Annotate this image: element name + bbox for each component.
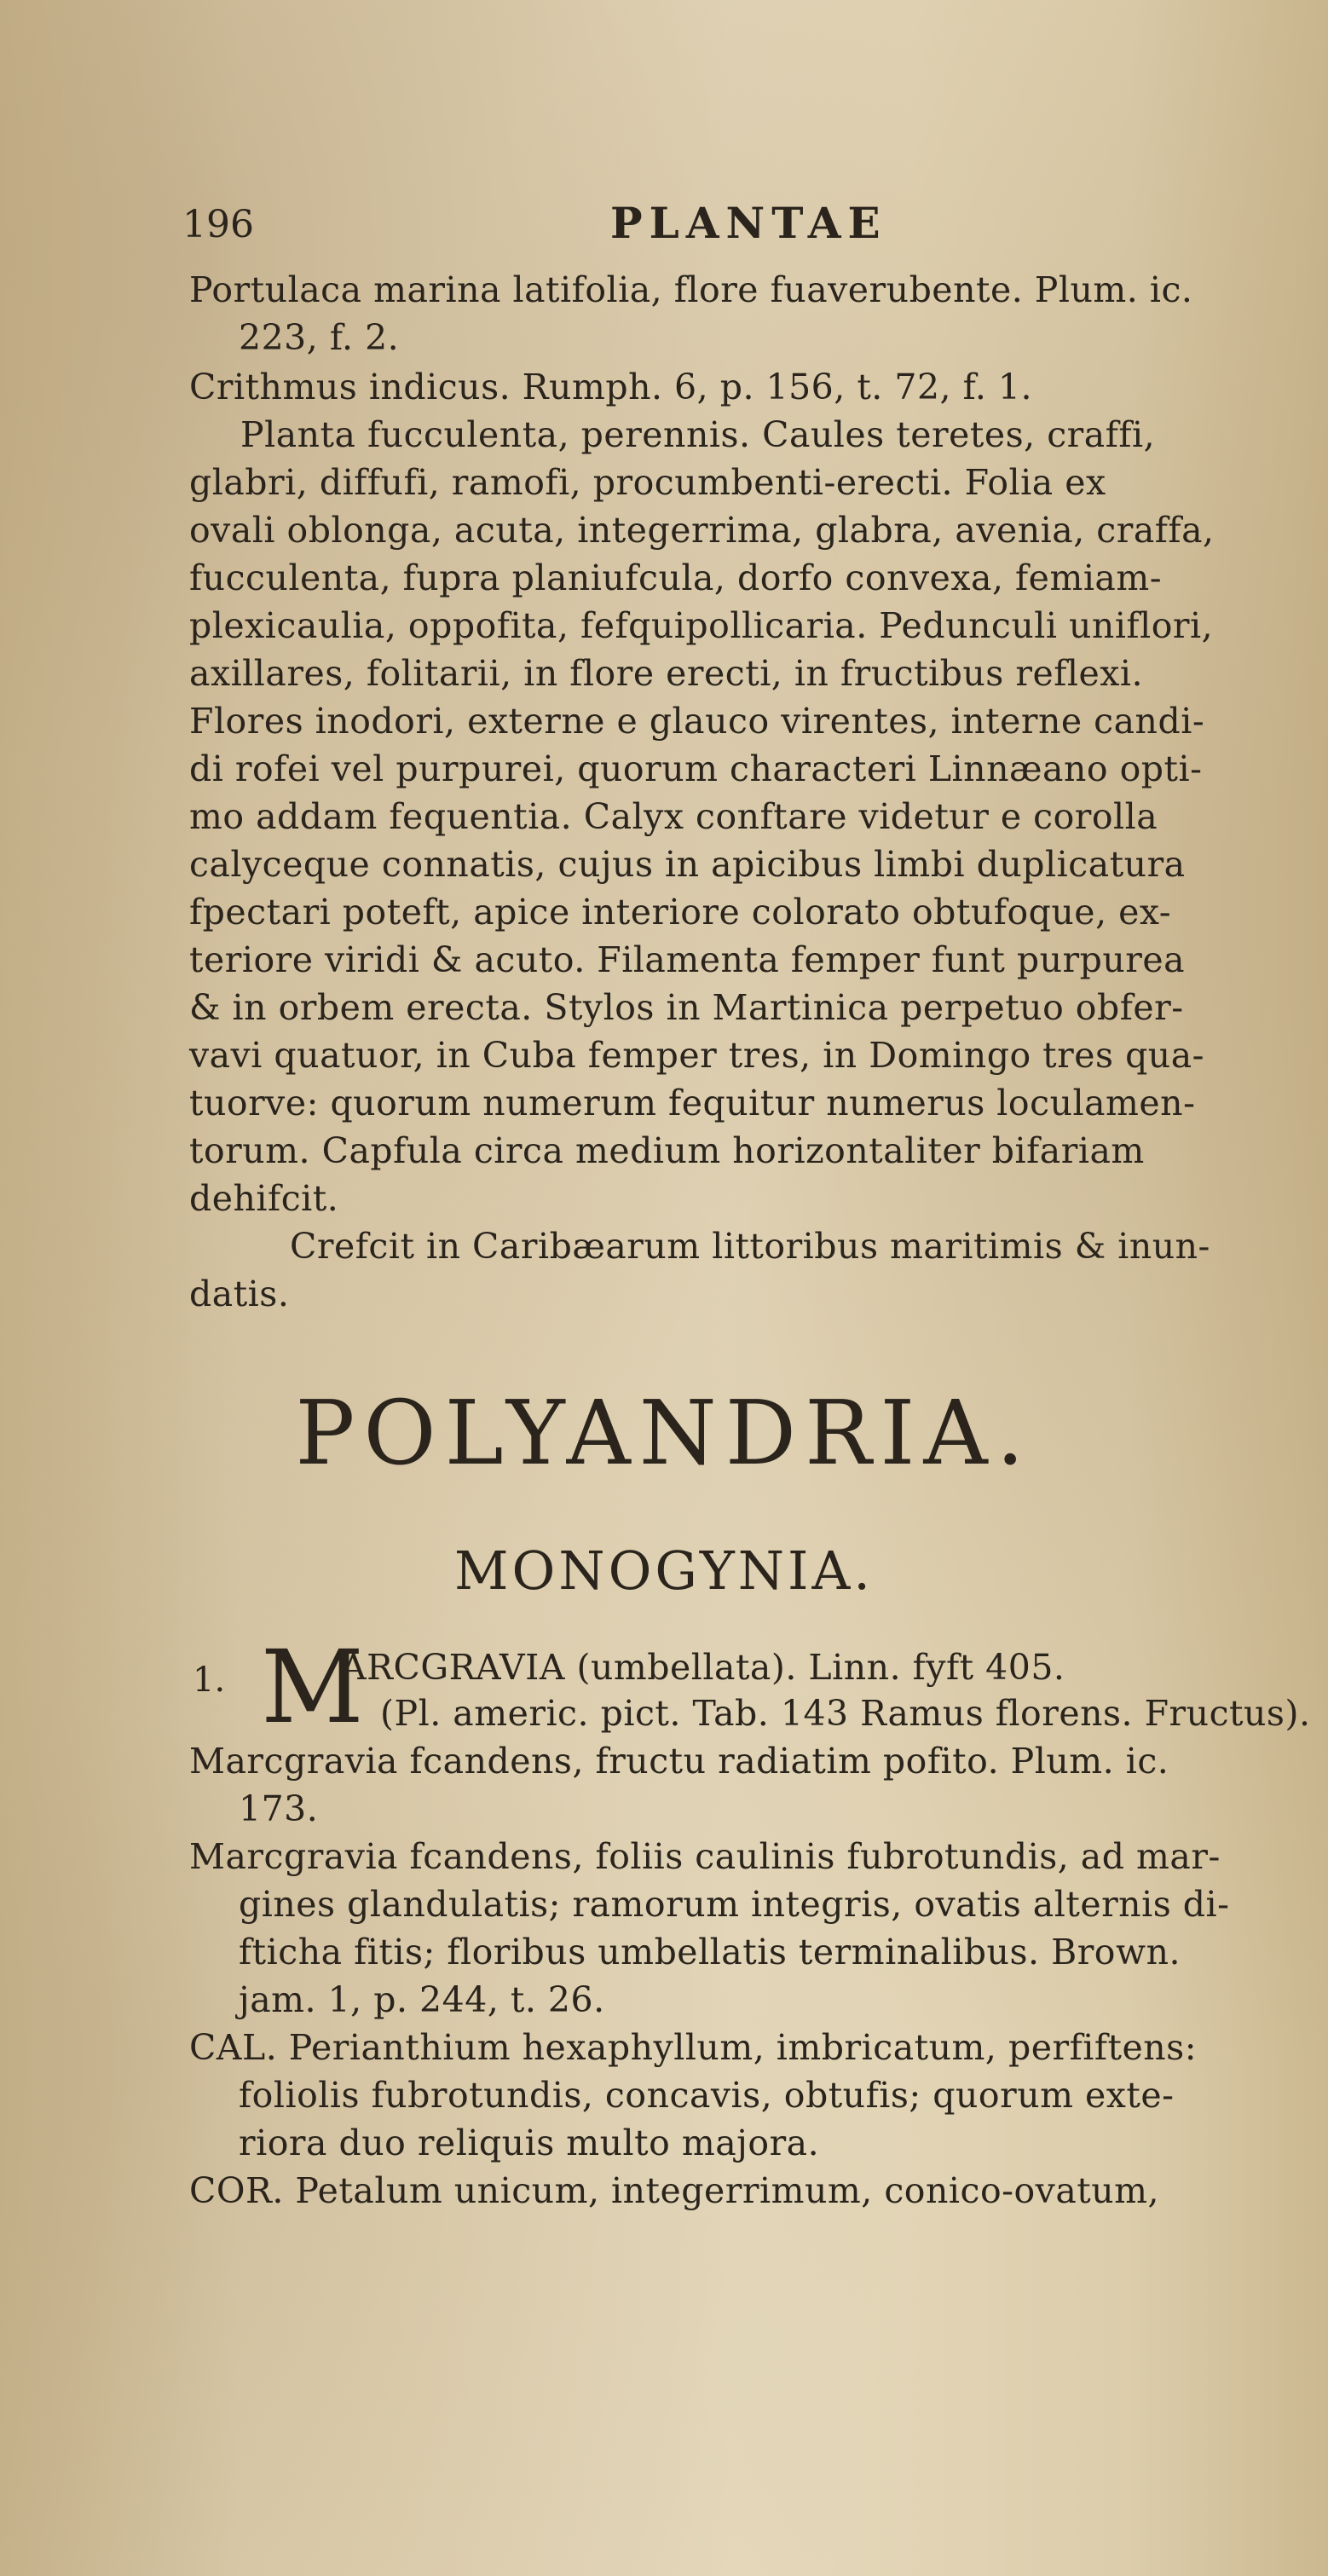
text-line: Crithmus indicus. Rumph. 6, p. 156, t. 72, f. 1. [189,367,1033,407]
text-line: ARCGRAVIA (umbellata). Linn. fyft 405. [341,1647,1065,1688]
section-subheading: MONOGYNIA. [454,1539,874,1602]
entry-number: 1. [193,1661,226,1700]
page-number: 196 [182,203,254,246]
text-line: Planta fucculenta, perennis. Caules teretes, craffi, [240,414,1156,455]
text-line: teriore viridi & acuto. Filamenta femper funt purpurea [189,939,1186,980]
text-line: datis. [189,1274,290,1314]
text-line: Flores inodori, externe e glauco virentes, interne candi- [189,701,1205,742]
running-head: PLANTAE [610,198,887,248]
text-line: plexicaulia, oppofita, fefquipollicaria. Pedunculi uniflori, [189,605,1214,646]
text-line: dehifcit. [189,1178,339,1219]
text-line: jam. 1, p. 244, t. 26. [239,1979,605,2020]
text-line: calyceque connatis, cujus in apicibus limbi duplicatura [189,844,1186,885]
text-line: fpectari poteft, apice interiore colorato obtufoque, ex- [189,892,1172,933]
text-line: foliolis fubrotundis, concavis, obtufis; quorum exte- [239,2075,1175,2116]
text-line: axillares, folitarii, in flore erecti, in fructibus reflexi. [189,653,1144,694]
text-line: glabri, diffufi, ramofi, procumbenti-erecti. Folia ex [189,462,1106,503]
text-line: tuorve: quorum numerum fequitur numerus loculamen- [189,1083,1196,1123]
text-line: Marcgravia fcandens, fructu radiatim pofito. Plum. ic. [189,1741,1169,1782]
text-line: Marcgravia fcandens, foliis caulinis fubrotundis, ad mar- [189,1836,1221,1877]
text-line: & in orbem erecta. Stylos in Martinica perpetuo obfer- [189,987,1184,1028]
text-line: di rofei vel purpurei, quorum characteri Linnæano opti- [189,748,1203,789]
text-line: ovali oblonga, acuta, integerrima, glabra, avenia, craffa, [189,510,1215,551]
text-line: Crefcit in Caribæarum littoribus maritimis & inun- [290,1226,1210,1267]
text-line: 173. [239,1788,319,1829]
text-line: riora duo reliquis multo majora. [239,2123,820,2163]
text-line: fucculenta, fupra planiufcula, dorfo convexa, femiam- [189,557,1163,598]
text-line: Portulaca marina latifolia, flore fuaverubente. Plum. ic. [189,269,1193,310]
text-line: mo addam fequentia. Calyx conftare videtur e corolla [189,796,1158,837]
section-heading: POLYANDRIA. [295,1381,1033,1485]
text-line: vavi quatuor, in Cuba femper tres, in Domingo tres qua- [189,1035,1205,1076]
text-line: 223, f. 2. [239,317,400,358]
text-line: COR. Petalum unicum, integerrimum, conico-ovatum, [189,2170,1160,2211]
drop-cap: M [261,1628,364,1746]
text-line: torum. Capfula circa medium horizontaliter bifariam [189,1130,1145,1171]
text-line: gines glandulatis; ramorum integris, ovatis alternis di- [239,1884,1230,1925]
text-line: (Pl. americ. pict. Tab. 143 Ramus florens. Fructus). [380,1693,1311,1734]
text-line: CAL. Perianthium hexaphyllum, imbricatum, perfiftens: [189,2027,1198,2068]
text-line: fticha fitis; floribus umbellatis terminalibus. Brown. [239,1932,1181,1972]
